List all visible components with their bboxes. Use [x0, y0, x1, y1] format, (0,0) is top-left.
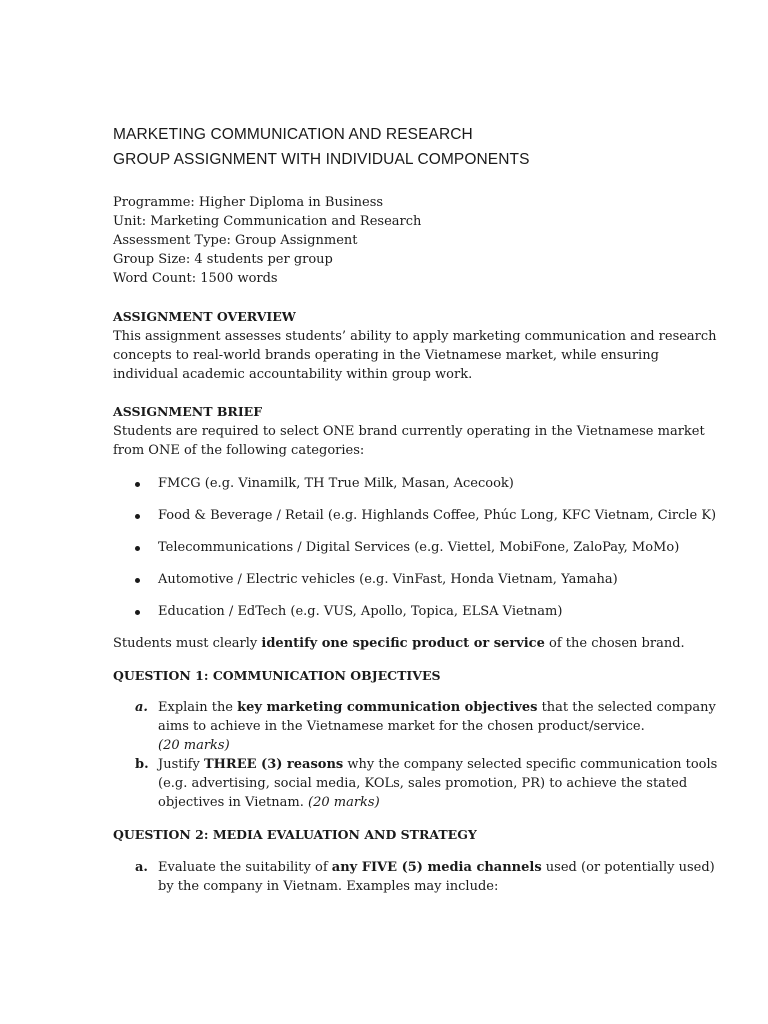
document-title-line-2: GROUP ASSIGNMENT WITH INDIVIDUAL COMPONENTS — [113, 151, 530, 168]
q1-a-bold: key marketing communication objectives — [237, 700, 538, 715]
bullet-icon — [135, 546, 140, 551]
q1-b-post: why the company selected specific communication tools — [343, 757, 718, 772]
overview-line-3: individual academic accountability within group work. — [113, 367, 473, 382]
bullet-icon — [135, 578, 140, 583]
q2-a-label: a. — [135, 860, 148, 875]
meta-assessment-type: Assessment Type: Group Assignment — [113, 233, 358, 248]
bullet-icon — [135, 482, 140, 487]
q2-a-bold: any FIVE (5) media channels — [331, 860, 542, 875]
q2-a-line-2: by the company in Vietnam. Examples may include: — [158, 879, 499, 894]
q1-b-l3-text: objectives in Vietnam. — [158, 795, 308, 810]
question-2-heading: QUESTION 2: MEDIA EVALUATION AND STRATEGY — [113, 827, 477, 842]
q2-a-pre: Evaluate the suitability of — [158, 860, 332, 875]
identify-bold: identify one specific product or service — [261, 636, 545, 651]
q1-b-line-3 — [158, 793, 380, 812]
q1-b-line-2: (e.g. advertising, social media, KOLs, sales promotion, PR) to achieve the stated — [158, 776, 688, 791]
q1-b-label: b. — [135, 757, 149, 772]
category-item-fmcg: FMCG (e.g. Vinamilk, TH True Milk, Masan, Acecook) — [158, 476, 514, 491]
q1-a-post: that the selected company — [537, 700, 716, 715]
bullet-icon — [135, 610, 140, 615]
category-item-food-beverage: Food & Beverage / Retail (e.g. Highlands Coffee, Phúc Long, KFC Vietnam, Circle K) — [158, 508, 717, 523]
overview-line-2: concepts to real-world brands operating in the Vietnamese market, while ensuring — [113, 348, 659, 363]
brief-line-2: from ONE of the following categories: — [113, 443, 365, 458]
identify-pre: Students must clearly — [113, 636, 262, 651]
bullet-icon — [135, 514, 140, 519]
meta-group-size: Group Size: 4 students per group — [113, 252, 333, 267]
q1-a-line-1 — [158, 698, 716, 717]
q1-b-pre: Justify — [158, 757, 204, 772]
category-item-telecom: Telecommunications / Digital Services (e.g. Viettel, MobiFone, ZaloPay, MoMo) — [158, 540, 680, 555]
category-item-education: Education / EdTech (e.g. VUS, Apollo, Topica, ELSA Vietnam) — [158, 604, 563, 619]
q1-b-bold: THREE (3) reasons — [203, 757, 344, 772]
q1-a-label: a. — [135, 700, 148, 715]
identify-product-line — [113, 634, 685, 653]
q1-a-marks: (20 marks) — [158, 738, 230, 753]
q1-a-line-2: aims to achieve in the Vietnamese market for the chosen product/service. — [158, 719, 645, 734]
overview-line-1: This assignment assesses students’ ability to apply marketing communication and research — [113, 329, 717, 344]
q1-b-marks: (20 marks) — [308, 795, 380, 810]
q2-a-post: used (or potentially used) — [541, 860, 715, 875]
question-1-heading: QUESTION 1: COMMUNICATION OBJECTIVES — [113, 668, 441, 683]
q1-a-pre: Explain the — [158, 700, 238, 715]
q2-a-line-1 — [158, 858, 715, 877]
meta-unit: Unit: Marketing Communication and Research — [113, 214, 422, 229]
q1-b-line-1 — [158, 755, 717, 774]
brief-line-1: Students are required to select ONE brand currently operating in the Vietnamese market — [113, 424, 705, 439]
overview-heading: ASSIGNMENT OVERVIEW — [113, 309, 296, 324]
brief-heading: ASSIGNMENT BRIEF — [113, 404, 263, 419]
meta-programme: Programme: Higher Diploma in Business — [113, 195, 384, 210]
category-item-automotive: Automotive / Electric vehicles (e.g. VinFast, Honda Vietnam, Yamaha) — [158, 572, 618, 587]
identify-post: of the chosen brand. — [544, 636, 685, 651]
document-title-line-1: MARKETING COMMUNICATION AND RESEARCH — [113, 126, 473, 143]
meta-word-count: Word Count: 1500 words — [113, 271, 278, 286]
